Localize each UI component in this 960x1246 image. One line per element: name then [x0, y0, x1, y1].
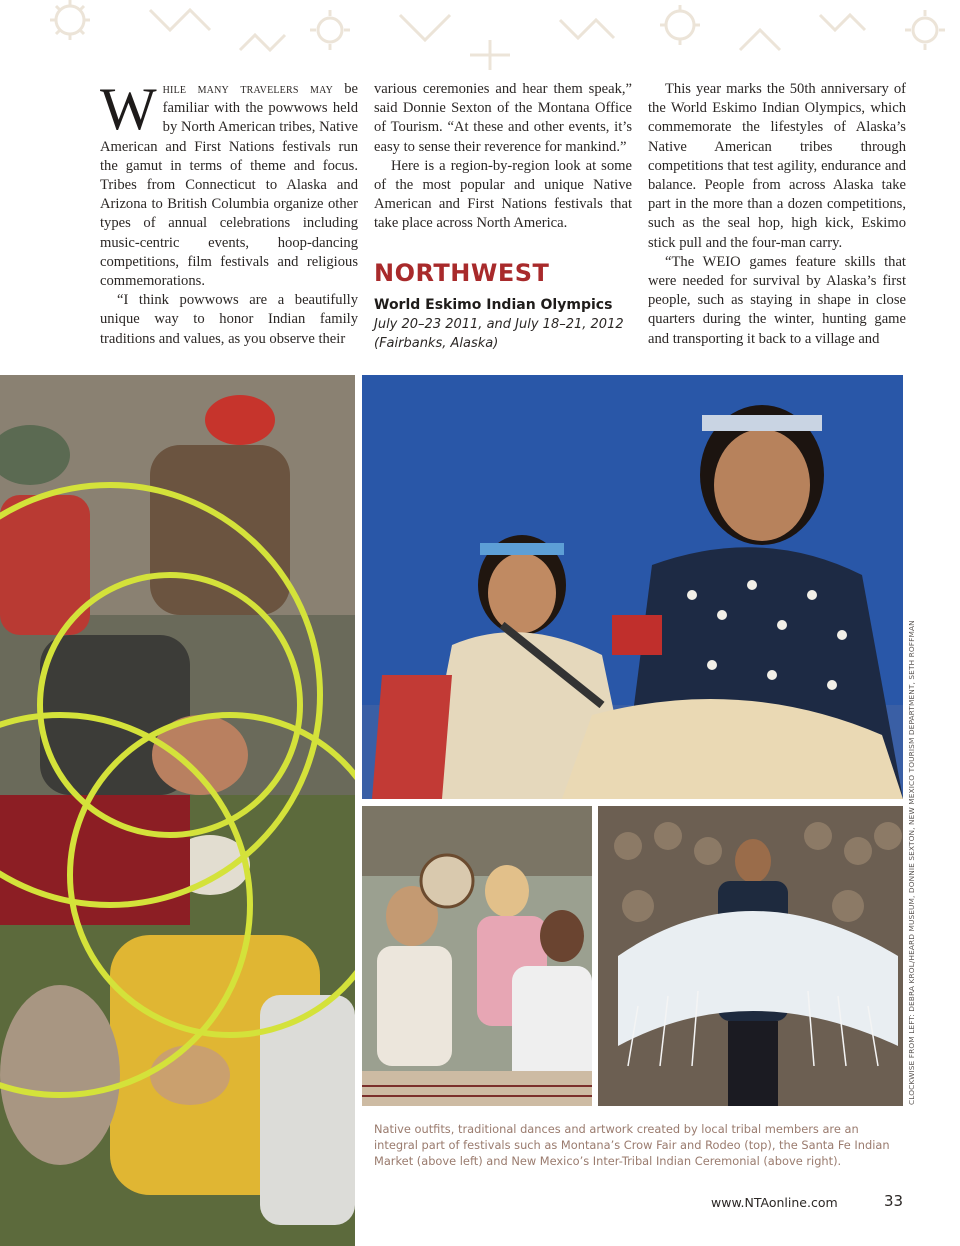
event-location: (Fairbanks, Alaska) — [374, 335, 499, 351]
crow-fair-photo — [362, 375, 903, 799]
paragraph: Here is a region-by-region look at some of the most popular and unique Native American and First Nations festivals that take place across North America. — [374, 157, 632, 232]
santa-fe-market-photo — [362, 806, 592, 1106]
photo-caption: Native outfits, traditional dances and artwork created by local tribal members are an integral part of festivals such as Montana’s Crow Fair and Rodeo (top), the Santa Fe Indian Market (above left) and New Mexico’s Inter-Tribal Indian Ceremonial (above right). — [374, 1122, 890, 1168]
hoop-dancer-photo — [0, 375, 355, 1246]
article-column-3 — [648, 80, 906, 349]
paragraph: various ceremonies and hear them speak,” said Donnie Sexton of the Montana Office of Tourism. “At these and other events, it’s easy to sense their reverence for mankind.” — [374, 81, 632, 155]
lead-paragraph — [100, 76, 358, 291]
paragraph: “The WEIO games feature skills that were needed for survival by Alaska’s first people, such as staying in shape in close quarters during the winter, hunting game and transporting it back to a village and — [648, 253, 906, 347]
inter-tribal-ceremonial-photo — [598, 806, 903, 1106]
paragraph: This year marks the 50th anniversary of the World Eskimo Indian Olympics, which commemorate the lifestyles of Alaska’s Native American tribes through competitions that test agility, endurance and balance. People from across Alaska take part in the more than a dozen competitions, such as the seal hop, high kick, Eskimo stick pull and the four-man carry. — [648, 81, 906, 251]
page-number: 33 — [884, 1192, 904, 1210]
section-heading: NORTHWEST — [374, 258, 550, 287]
lead-paragraph-rest: be familiar with the powwows held by North American tribes, Native American and First Nations festivals run the gamut in terms of theme and focus. Tribes from Connecticut to Alaska and Arizona to British Columbia organize other types of annual celebrations including music-centric events, hoop-dancing competitions, film festivals and religious commemorations. — [100, 81, 358, 290]
article-column-1 — [100, 76, 358, 349]
lead-small-caps: hile many travelers may — [162, 81, 334, 97]
photo-credit: CLOCKWISE FROM LEFT: DEBRA KROL/HEARD MUSEUM, DONNIE SEXTON, NEW MEXICO TOURISM DEPARTMENT, SETH ROFFMAN — [907, 620, 916, 1105]
footer-url: www.NTAonline.com — [711, 1195, 838, 1210]
drop-cap: W — [100, 76, 157, 142]
paragraph: “I think powwows are a beautifully unique way to honor Indian family traditions and values, as you observe their — [100, 292, 358, 347]
article-column-2 — [374, 80, 632, 353]
event-dates: July 20–23 2011, and July 18–21, 2012 — [374, 316, 624, 332]
event-title: World Eskimo Indian Olympics — [374, 296, 613, 313]
decorative-pattern-band — [0, 0, 960, 80]
